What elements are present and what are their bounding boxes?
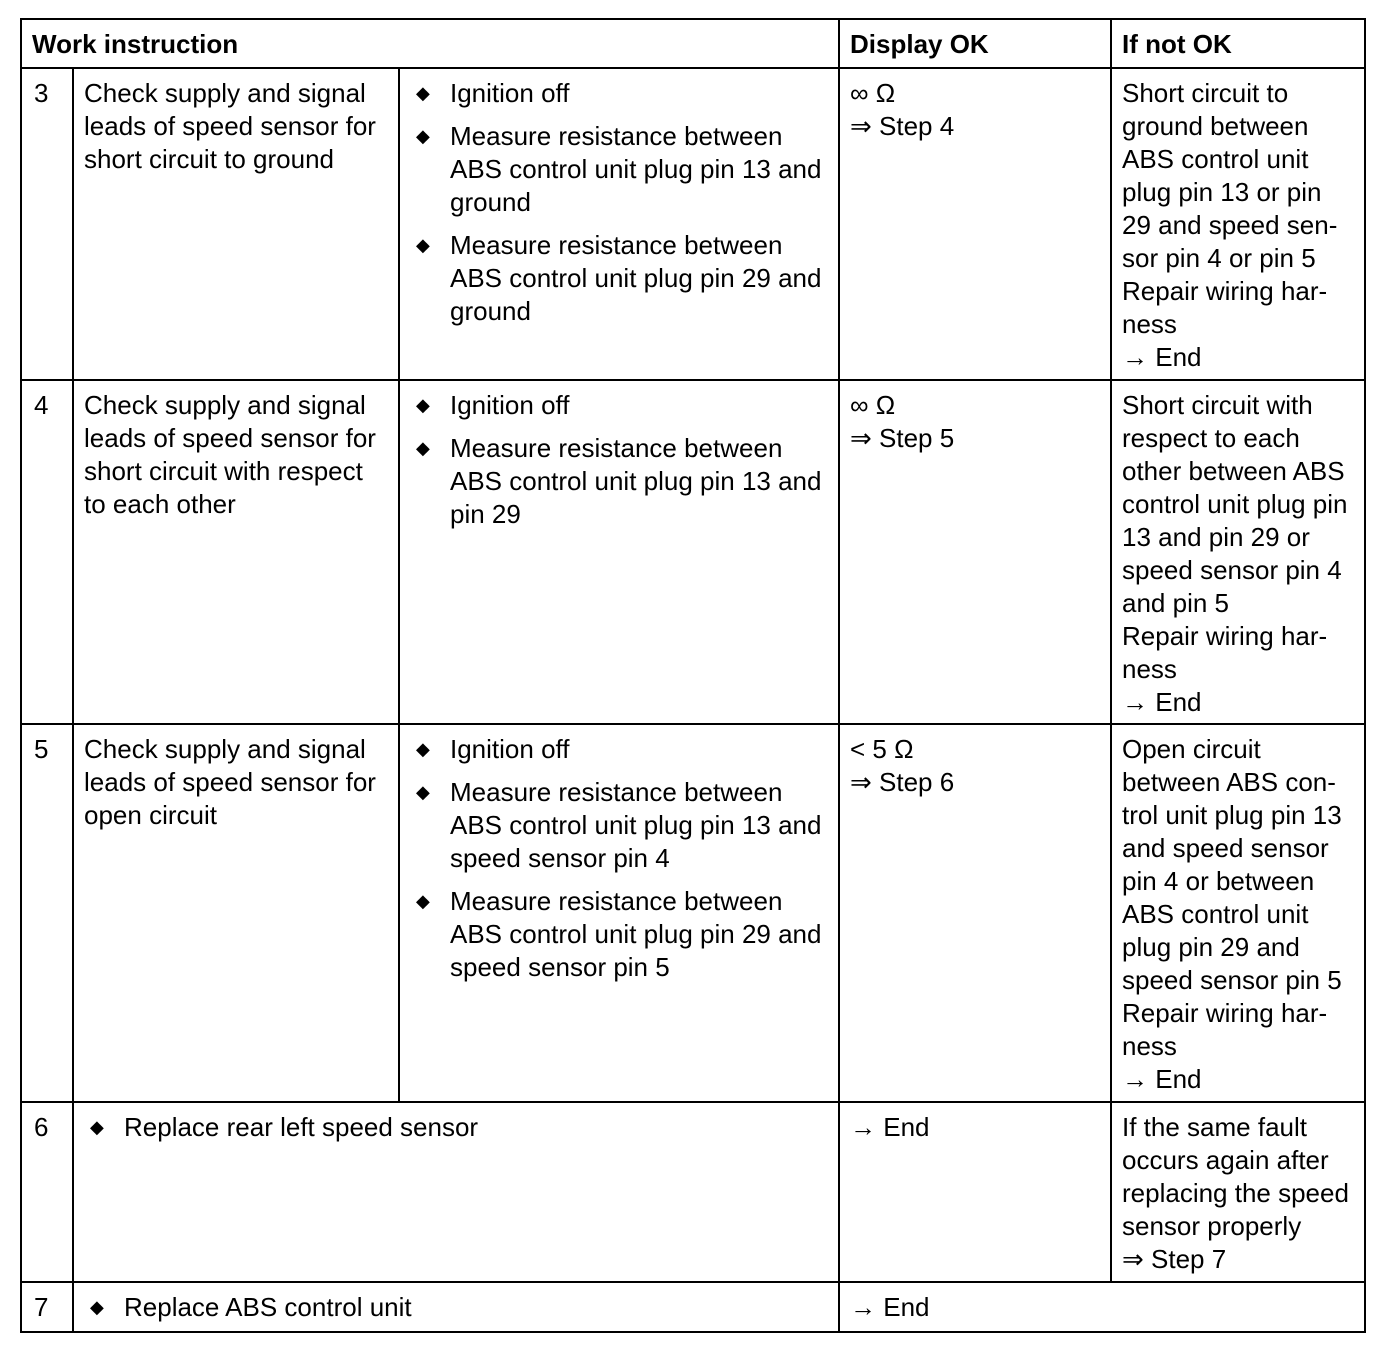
expected-value: ∞ Ω [850, 390, 896, 420]
bullet-icon: ◆ [416, 782, 430, 802]
table-row [21, 1102, 1365, 1282]
list-item [410, 733, 828, 766]
step-number: 6 [21, 1102, 73, 1282]
header-if-not-ok: If not OK [1111, 19, 1365, 68]
bullet-icon: ◆ [416, 83, 430, 103]
check-description: Check supply and signal leads of speed sensor for short circuit with respect to each other [73, 380, 399, 724]
step-number: 7 [21, 1282, 73, 1332]
if-not-ok-cell [1111, 724, 1365, 1102]
bullet-icon: ◆ [90, 1297, 104, 1317]
bullet-icon: ◆ [416, 126, 430, 146]
table-row [21, 380, 1365, 724]
action-text: Measure resistance between ABS control unit plug pin 13 and pin 29 [450, 433, 822, 529]
fault-description: Short circuit to ground between ABS control unit plug pin 13 or pin 29 and speed sen-sor pin 4 or pin 5 [1122, 78, 1338, 273]
next-step: → End [1122, 342, 1202, 372]
table-row [21, 1282, 1365, 1332]
fault-description: Open circuit between ABS con-trol unit plug pin 13 and speed sensor pin 4 or between ABS control unit plug pin 29 and speed sensor pin 5 [1122, 734, 1342, 995]
expected-value: ∞ Ω [850, 78, 896, 108]
table-row [21, 68, 1365, 380]
action-text: Measure resistance between ABS control unit plug pin 29 and speed sensor pin 5 [450, 886, 822, 982]
table-row [21, 724, 1365, 1102]
action-list [410, 389, 828, 531]
display-ok-cell [839, 380, 1111, 724]
action-text: Measure resistance between ABS control unit plug pin 29 and ground [450, 230, 822, 326]
list-item [410, 885, 828, 984]
header-work-instruction: Work instruction [21, 19, 839, 68]
next-step: → End [1122, 1064, 1202, 1094]
list-item [410, 776, 828, 875]
action-list [410, 733, 828, 984]
step-number: 4 [21, 380, 73, 724]
bullet-icon: ◆ [90, 1117, 104, 1137]
check-description: Check supply and signal leads of speed sensor for short circuit to ground [73, 68, 399, 380]
action-text: Ignition off [450, 734, 570, 764]
display-ok-cell [839, 68, 1111, 380]
action-list-cell [399, 68, 839, 380]
action-list-cell [399, 380, 839, 724]
display-ok-cell [839, 1102, 1111, 1282]
action-list-cell [399, 724, 839, 1102]
action-text: Replace ABS control unit [124, 1292, 412, 1322]
next-step: ⇒ Step 5 [850, 423, 955, 453]
action-list-cell [73, 1282, 839, 1332]
bullet-icon: ◆ [416, 891, 430, 911]
list-item [410, 77, 828, 110]
next-step: → End [1122, 687, 1202, 717]
list-item [84, 1291, 828, 1324]
list-item [410, 432, 828, 531]
action-list [410, 77, 828, 328]
display-ok-cell [839, 1282, 1365, 1332]
if-not-ok-cell [1111, 380, 1365, 724]
remedy: Repair wiring har-ness [1122, 621, 1328, 684]
action-list [84, 1111, 828, 1144]
display-ok-cell [839, 724, 1111, 1102]
next-step: ⇒ Step 4 [850, 111, 955, 141]
bullet-icon: ◆ [416, 395, 430, 415]
bullet-icon: ◆ [416, 739, 430, 759]
next-step: → End [850, 1292, 930, 1322]
action-text: Measure resistance between ABS control unit plug pin 13 and speed sensor pin 4 [450, 777, 822, 873]
next-step: ⇒ Step 6 [850, 767, 955, 797]
expected-value: < 5 Ω [850, 734, 914, 764]
if-not-ok-cell [1111, 1102, 1365, 1282]
work-instruction-table [20, 18, 1366, 1333]
action-text: Ignition off [450, 78, 570, 108]
fault-description: If the same fault occurs again after replacing the speed sensor properly [1122, 1112, 1349, 1241]
check-description: Check supply and signal leads of speed sensor for open circuit [73, 724, 399, 1102]
fault-description: Short circuit with respect to each other between ABS control unit plug pin 13 and pin 29 or speed sensor pin 4 and pin 5 [1122, 390, 1348, 618]
list-item [410, 120, 828, 219]
action-text: Ignition off [450, 390, 570, 420]
bullet-icon: ◆ [416, 235, 430, 255]
next-step: → End [850, 1112, 930, 1142]
header-display-ok: Display OK [839, 19, 1111, 68]
list-item [410, 389, 828, 422]
list-item [84, 1111, 828, 1144]
action-text: Replace rear left speed sensor [124, 1112, 479, 1142]
next-step: ⇒ Step 7 [1122, 1244, 1227, 1274]
action-text: Measure resistance between ABS control unit plug pin 13 and ground [450, 121, 822, 217]
step-number: 5 [21, 724, 73, 1102]
header-row [21, 19, 1365, 68]
list-item [410, 229, 828, 328]
if-not-ok-cell [1111, 68, 1365, 380]
bullet-icon: ◆ [416, 438, 430, 458]
remedy: Repair wiring har-ness [1122, 276, 1328, 339]
action-list-cell [73, 1102, 839, 1282]
step-number: 3 [21, 68, 73, 380]
remedy: Repair wiring har-ness [1122, 998, 1328, 1061]
action-list [84, 1291, 828, 1324]
